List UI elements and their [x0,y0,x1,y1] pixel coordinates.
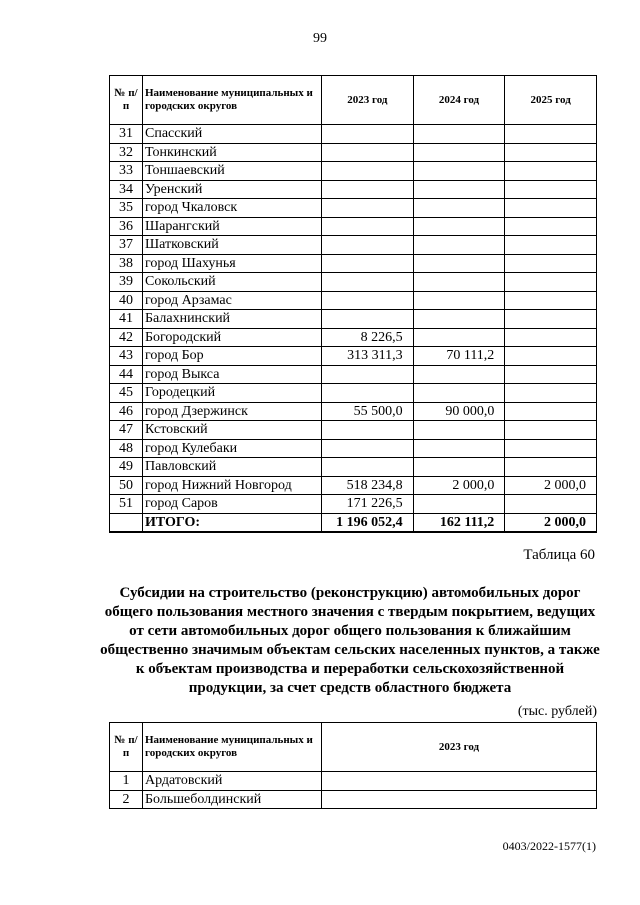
value-cell: 55 500,0 [322,402,414,421]
row-number-cell: 40 [110,291,143,310]
value-cell [322,790,597,809]
municipality-cell: город Кулебаки [143,439,322,458]
value-cell [413,328,505,347]
table-row [110,476,597,495]
row-number-cell: 41 [110,310,143,329]
value-cell [322,162,414,181]
municipality-cell: Тоншаевский [143,162,322,181]
row-number-cell: 45 [110,384,143,403]
value-cell [413,439,505,458]
value-cell [413,458,505,477]
value-cell [413,384,505,403]
municipality-cell: Сокольский [143,273,322,292]
value-cell: 518 234,8 [322,476,414,495]
value-cell [505,458,597,477]
row-number-cell: 35 [110,199,143,218]
table-row [110,180,597,199]
row-number-cell: 44 [110,365,143,384]
municipality-cell: город Саров [143,495,322,514]
row-number-cell: 39 [110,273,143,292]
municipality-cell: Городецкий [143,384,322,403]
total-number-cell [110,513,143,532]
value-cell [505,421,597,440]
value-cell [322,254,414,273]
value-cell [322,384,414,403]
value-cell [322,217,414,236]
table-row [110,328,597,347]
subsidy-table-continued [109,75,597,533]
municipality-cell: Шарангский [143,217,322,236]
value-cell [413,365,505,384]
row-number-cell: 31 [110,125,143,144]
table-row [110,421,597,440]
row-number-cell: 34 [110,180,143,199]
row-number-cell: 49 [110,458,143,477]
table-row [110,254,597,273]
value-cell: 70 111,2 [413,347,505,366]
table-row [110,310,597,329]
value-cell [413,310,505,329]
row-number-cell: 33 [110,162,143,181]
municipality-cell: Ардатовский [143,772,322,791]
value-cell [322,439,414,458]
value-cell [505,162,597,181]
value-cell [413,125,505,144]
table-row [110,365,597,384]
value-cell [505,199,597,218]
table-row [110,236,597,255]
municipality-cell: Уренский [143,180,322,199]
municipality-cell: Балахнинский [143,310,322,329]
value-cell [322,310,414,329]
value-cell: 8 226,5 [322,328,414,347]
row-number-cell: 43 [110,347,143,366]
value-cell [413,495,505,514]
value-cell [505,254,597,273]
table-row [110,143,597,162]
municipality-cell: Шатковский [143,236,322,255]
municipality-cell: Спасский [143,125,322,144]
table-header-row [110,723,597,772]
value-cell [413,143,505,162]
value-cell [505,365,597,384]
row-number-cell: 51 [110,495,143,514]
value-cell [413,273,505,292]
value-cell [413,162,505,181]
value-cell [505,347,597,366]
municipality-cell: город Арзамас [143,291,322,310]
value-cell [413,217,505,236]
header-2023: 2023 год [322,76,414,125]
value-cell [505,125,597,144]
row-number-cell: 37 [110,236,143,255]
value-cell [322,180,414,199]
value-cell [322,291,414,310]
value-cell [413,236,505,255]
value-cell [505,328,597,347]
value-cell [413,199,505,218]
total-2025: 2 000,0 [505,513,597,532]
header-2024: 2024 год [413,76,505,125]
table-row [110,495,597,514]
total-2024: 162 111,2 [413,513,505,532]
table-row [110,439,597,458]
total-row [110,513,597,532]
subsidy-table-60 [109,722,597,809]
value-cell [322,143,414,162]
value-cell: 2 000,0 [505,476,597,495]
row-number-cell: 38 [110,254,143,273]
value-cell [505,402,597,421]
row-number-cell: 46 [110,402,143,421]
table-row [110,217,597,236]
table-row [110,125,597,144]
value-cell [505,495,597,514]
value-cell [322,236,414,255]
municipality-cell: город Шахунья [143,254,322,273]
value-cell [505,384,597,403]
row-number-cell: 36 [110,217,143,236]
header-number: № п/п [110,76,143,125]
municipality-cell: город Бор [143,347,322,366]
value-cell [505,143,597,162]
document-code: 0403/2022-1577(1) [502,839,596,853]
municipality-cell: город Выкса [143,365,322,384]
value-cell [413,254,505,273]
table-row [110,384,597,403]
header-2025: 2025 год [505,76,597,125]
value-cell [322,772,597,791]
table-row [110,199,597,218]
table-row [110,772,597,791]
value-cell [322,458,414,477]
municipality-cell: Тонкинский [143,143,322,162]
total-2023: 1 196 052,4 [322,513,414,532]
municipality-cell: Кстовский [143,421,322,440]
municipality-cell: город Нижний Новгород [143,476,322,495]
value-cell: 313 311,3 [322,347,414,366]
units-label: (тыс. рублей) [517,704,597,719]
row-number-cell: 32 [110,143,143,162]
value-cell [322,199,414,218]
row-number-cell: 1 [110,772,143,791]
table-body [110,125,597,514]
municipality-cell: Павловский [143,458,322,477]
municipality-cell: город Чкаловск [143,199,322,218]
value-cell [413,180,505,199]
value-cell [505,291,597,310]
value-cell: 90 000,0 [413,402,505,421]
table-body [110,772,597,809]
table-row [110,458,597,477]
table-row [110,790,597,809]
table-label: Таблица 60 [523,547,595,563]
header-2023: 2023 год [322,723,597,772]
value-cell [505,217,597,236]
value-cell [322,273,414,292]
section-title: Субсидии на строительство (реконструкцию) автомобильных дорог общего пользования местного значения с твердым покрытием, ведущих от сети автомобильных дорог общего пользования к ближайшим общественно значимым объектам сельских населенных пунктов, а также к объектам производства и переработки сельскохозяйственной продукции, за счет средств областного бюджета [100,585,600,696]
value-cell [505,310,597,329]
row-number-cell: 2 [110,790,143,809]
table-row [110,402,597,421]
value-cell [322,421,414,440]
value-cell [322,125,414,144]
value-cell [505,273,597,292]
municipality-cell: Богородский [143,328,322,347]
table-row [110,162,597,181]
row-number-cell: 42 [110,328,143,347]
header-municipality: Наименование муниципальных и городских округов [143,76,322,125]
municipality-cell: Большеболдинский [143,790,322,809]
row-number-cell: 50 [110,476,143,495]
value-cell [413,291,505,310]
table-row [110,273,597,292]
table-row [110,347,597,366]
header-number: № п/п [110,723,143,772]
table-row [110,291,597,310]
header-municipality: Наименование муниципальных и городских округов [143,723,322,772]
value-cell [322,365,414,384]
row-number-cell: 47 [110,421,143,440]
value-cell [505,439,597,458]
row-number-cell: 48 [110,439,143,458]
value-cell [413,421,505,440]
value-cell: 2 000,0 [413,476,505,495]
value-cell [505,236,597,255]
municipality-cell: город Дзержинск [143,402,322,421]
total-label: ИТОГО: [143,513,322,532]
table-header-row [110,76,597,125]
value-cell: 171 226,5 [322,495,414,514]
value-cell [505,180,597,199]
page-number: 99 [313,31,327,46]
